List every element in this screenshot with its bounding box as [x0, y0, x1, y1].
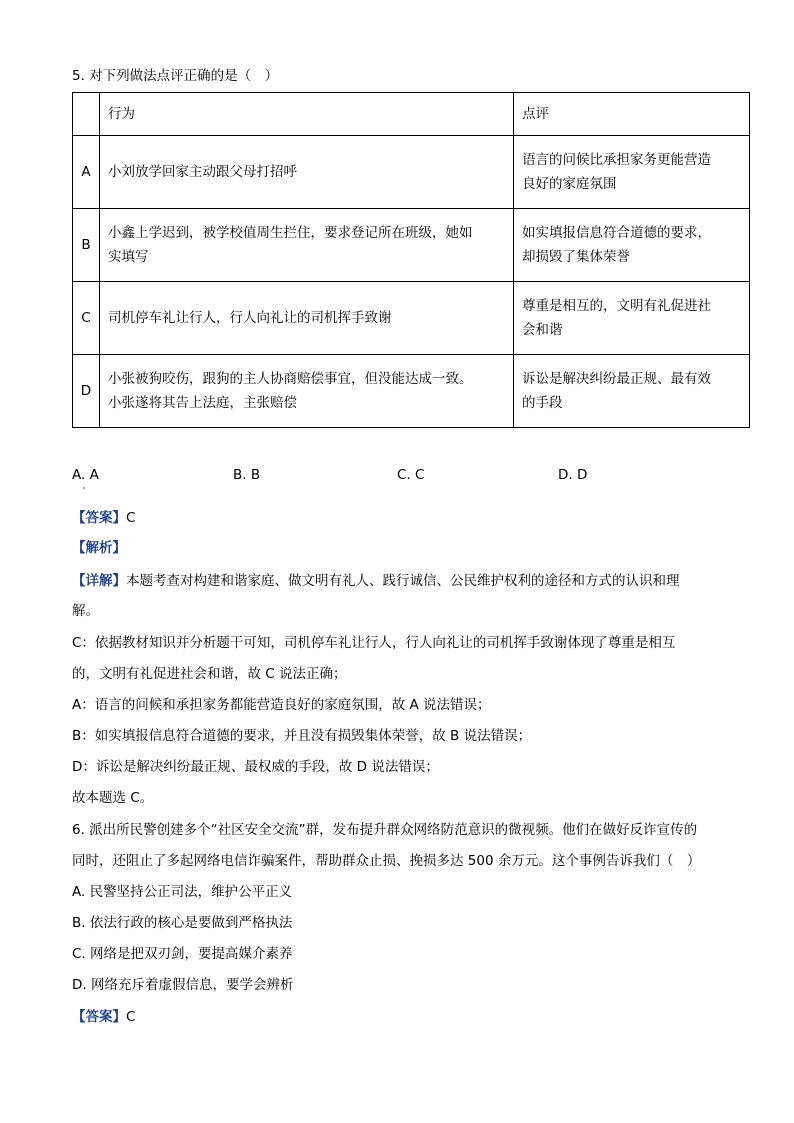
detail-line: 故本题选 C。	[72, 790, 154, 806]
question-6-stem: 6. 派出所民警创建多个“社区安全交流”群，发布提升群众网络防范意识的微视频。他们在做好反诈宣传的	[72, 822, 698, 838]
behavior-line: 小张遂将其告上法庭，主张赔偿	[108, 395, 297, 411]
row-label: C	[73, 282, 100, 355]
behavior-line: 小刘放学回家主动跟父母打招呼	[108, 164, 297, 180]
row-label: B	[73, 209, 100, 282]
comment-line: 尊重是相互的，文明有礼促进社	[522, 298, 711, 314]
header-label-cell	[73, 93, 100, 136]
comment-line: 如实填报信息符合道德的要求，	[522, 225, 711, 241]
comment-line: 诉讼是解决纠纷最正规、最有效	[522, 371, 711, 387]
comment-cell	[514, 136, 750, 209]
behavior-cell	[100, 355, 514, 428]
detail-line: C：依据教材知识并分析题干可知，司机停车礼让行人，行人向礼让的司机挥手致谢体现了尊重是相互	[72, 635, 676, 651]
question-5-title: 5. 对下列做法点评正确的是（ ）	[72, 68, 279, 84]
table-row	[73, 282, 750, 355]
table-header-row	[73, 93, 750, 136]
evaluation-table	[72, 92, 750, 428]
question-6-option-b: B. 依法行政的核心是要做到严格执法	[72, 915, 293, 931]
option-c: C. C	[397, 467, 425, 483]
header-behavior: 行为	[100, 93, 514, 136]
question-6-stem: 同时，还阻止了多起网络电信诈骗案件，帮助群众止损、挽损多达 500 余万元。这个事例告诉我们（ ）	[72, 853, 701, 869]
behavior-cell	[100, 209, 514, 282]
behavior-cell	[100, 136, 514, 209]
question-6-option-c: C. 网络是把双刃剑，要提高媒介素养	[72, 946, 293, 962]
question-5-options	[72, 467, 692, 487]
table-row	[73, 355, 750, 428]
comment-line: 良好的家庭氛围	[522, 176, 617, 192]
comment-cell	[514, 282, 750, 355]
behavior-line: 实填写	[108, 249, 149, 265]
behavior-line: 司机停车礼让行人，行人向礼让的司机挥手致谢	[108, 310, 392, 326]
comment-line: 语言的问候比承担家务更能营造	[522, 152, 711, 168]
tick-mark: '	[83, 486, 86, 495]
option-a: A. A	[72, 467, 99, 483]
answer-tag: 【答案】	[72, 510, 126, 526]
answer-value: C	[126, 510, 136, 526]
detail-line: D：诉讼是解决纠纷最正规、最权威的手段，故 D 说法错误；	[72, 759, 439, 775]
answer-tag: 【答案】	[72, 1009, 126, 1025]
comment-line: 的手段	[522, 395, 563, 411]
answer-line-5	[72, 507, 732, 529]
detail-line: B：如实填报信息符合道德的要求，并且没有损毁集体荣誉，故 B 说法错误；	[72, 728, 532, 744]
answer-value: C	[126, 1009, 136, 1025]
behavior-line: 小张被狗咬伤，跟狗的主人协商赔偿事宜，但没能达成一致。	[108, 371, 473, 387]
table-row	[73, 209, 750, 282]
row-label: D	[73, 355, 100, 428]
analysis-tag: 【解析】	[72, 540, 126, 556]
comment-line: 却损毁了集体荣誉	[522, 249, 630, 265]
header-comment: 点评	[514, 93, 750, 136]
option-b: B. B	[233, 467, 261, 483]
table-row	[73, 136, 750, 209]
detail-text: 本题考查对构建和谐家庭、做文明有礼人、践行诚信、公民维护权利的途径和方式的认识和理	[126, 573, 680, 589]
question-6-option-a: A. 民警坚持公正司法，维护公平正义	[72, 884, 293, 900]
row-label: A	[73, 136, 100, 209]
detail-line: 的，文明有礼促进社会和谐，故 C 说法正确；	[72, 666, 347, 682]
detail-line	[72, 570, 732, 592]
detail-tag: 【详解】	[72, 573, 126, 589]
option-d: D. D	[558, 467, 588, 483]
question-6-option-d: D. 网络充斥着虚假信息，要学会辨析	[72, 977, 294, 993]
behavior-line: 小鑫上学迟到，被学校值周生拦住，要求登记所在班级，她如	[108, 225, 473, 241]
detail-line: A：语言的问候和承担家务都能营造良好的家庭氛围，故 A 说法错误；	[72, 697, 491, 713]
comment-cell	[514, 355, 750, 428]
detail-line: 解。	[72, 603, 99, 619]
comment-cell	[514, 209, 750, 282]
behavior-cell	[100, 282, 514, 355]
comment-line: 会和谐	[522, 322, 563, 338]
answer-line-6	[72, 1006, 732, 1028]
